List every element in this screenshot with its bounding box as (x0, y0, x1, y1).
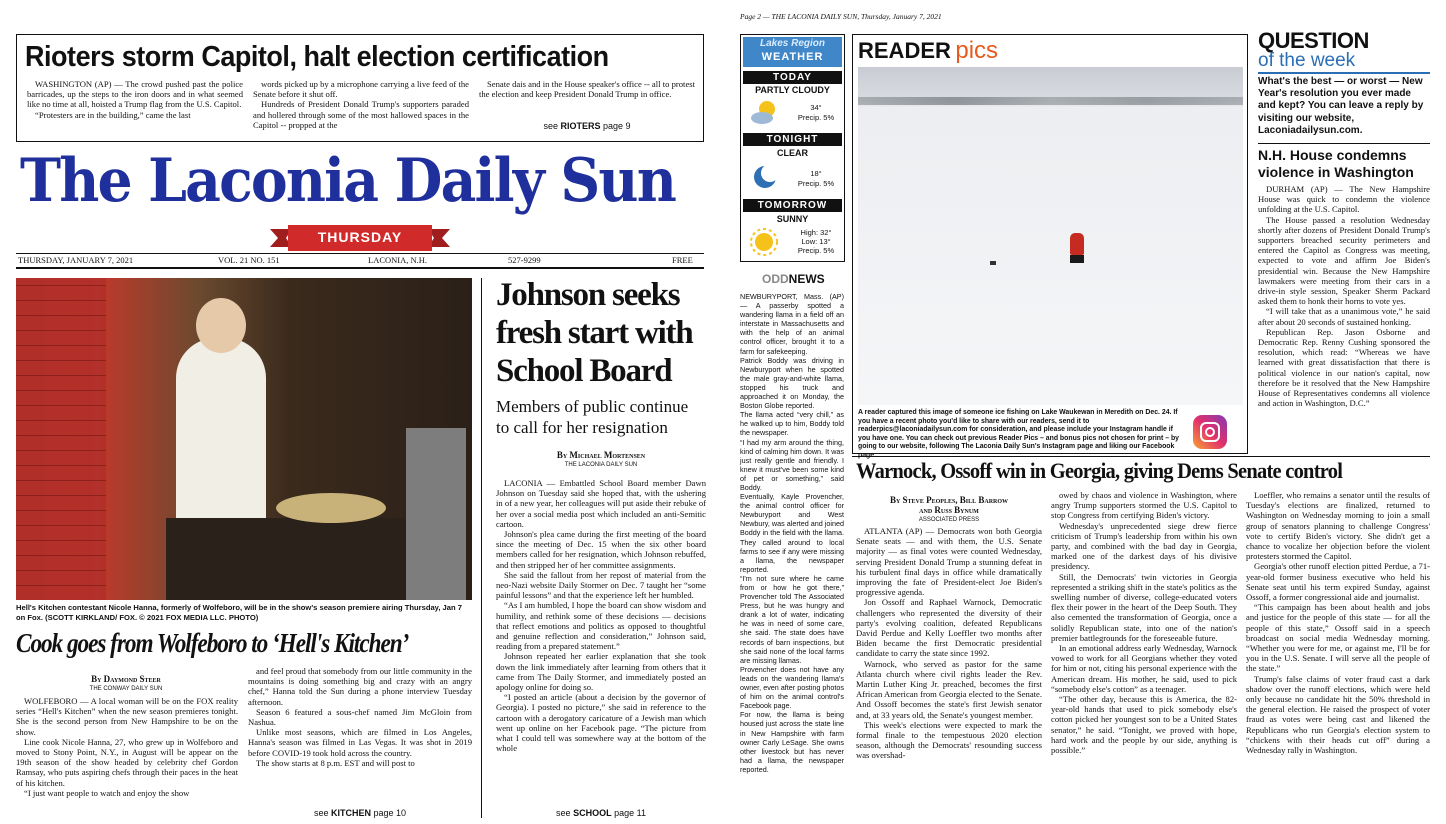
georgia-col3: Loeffler, who remains a senator until the results of Tuesday's elections are finalized, returned to Washington on Wednesday morning to join a small group of senators planning to challenge Congress' vote to certify Biden's victory. She didn't get a chance to vocalize her objection before the violent protesters stormed the Capitol. Georgia's other runoff election pitted Perdue, a 71-year-old former business executive who held his Senate seat until his term expired Sunday, against Ossoff, a former congressional aide and journalist. “This campaign has been about health and jobs and justice for the people of this state — for all the people of this state,” Ossoff said in a speech broadcast on social media Wednesday morning. “Whether you were for me, or against me, I'll be for you in the U.S. Senate. I will serve all the people of the state.” Trump's false claims of voter fraud cast a dark shadow over the runoff elections, which were held only because no candidate hit the 50% threshold in the general election. He raised the prospect of voter fraud as votes were being cast and likened the Republicans who run Georgia's election system to “chickens with their heads cut off” during a Wednesday rally in Washington. (1246, 490, 1430, 756)
weather-tomorrow-precip: Precip. 5% (797, 246, 835, 255)
masthead-title: The Laconia Daily Sun (20, 146, 676, 216)
kitchen-col1: WOLFEBORO — A local woman will be on the FOX reality series “Hell's Kitchen” when the new season premieres tonight. She is the second person from New Hampshire to be on the show. Line cook Nicole Hanna, 27, who grew up in Wolfeboro and moved to Stony Point, N.Y., in August will be appear on the 19th season of the show headed by celebrity chef Gordon Ramsay, who puts aspiring chefs through their paces in the heat of his kitchen. “I just want people to watch and enjoy the show (16, 696, 238, 798)
masthead-day-ribbon: THURSDAY (317, 229, 403, 245)
kitchen-byline: By Daymond Steer (91, 674, 161, 684)
masthead-date: THURSDAY, JANUARY 7, 2021 (18, 255, 134, 265)
school-headline: Johnson seeks fresh start with School Board (496, 277, 693, 389)
masthead-volume: VOL. 21 NO. 151 (218, 255, 280, 265)
weather-tomorrow-low: Low: 13° (801, 237, 831, 246)
weather-tomorrow-label: TOMORROW (743, 199, 842, 212)
question-title: QUESTION (1258, 28, 1369, 53)
georgia-byline-2: and Russ Bynum (919, 505, 979, 515)
masthead-location: LACONIA, N.H. (368, 255, 428, 265)
masthead-rule-bottom (16, 267, 704, 269)
column-divider (481, 278, 482, 818)
kitchen-headline: Cook goes from Wolfeboro to ‘Hell's Kitchen’ (16, 628, 409, 658)
georgia-credit: ASSOCIATED PRESS (918, 517, 980, 523)
georgia-col1: ATLANTA (AP) — Democrats won both Georgia Senate seats — and with them, the U.S. Senate majority — as final votes were counted Wednesday, serving President Donald Trump a stunning defeat in his turbulent final days in office while dramatically improving the fate of President-elect Joe Biden's progressive agenda. Jon Ossoff and Raphael Warnock, Democratic challengers who represented the diversity of their party's evolving coalition, defeated Republicans David Perdue and Kelly Loeffler two months after Biden became the first Democratic presidential candidate to carry the state since 1992. Warnock, who served as pastor for the same Atlanta church where civil rights leader the Rev. Martin Luther King Jr. preached, becomes the first African American from Georgia elected to the Senate. And Ossoff becomes the state's first Jewish senator and, at 33 years old, the Senate's youngest member. This week's elections were expected to mark the formal finale to the tempestuous 2020 election season, although the Democrats' resounding success was overshad- (856, 526, 1042, 761)
reader-pics-caption: A reader captured this image of someone ice fishing on Lake Waukewan in Meredith on Dec. 24. If you have a recent photo you'd like to share with our readers, send it to readerpics@laconiadailysun.com for consideration, and please include your Instagram handle if you have one. You can check out previous Reader Pics – and bonus pics not chosen for print – by going to our website, following The Laconia Daily Sun's Instagram page and liking our Facebook (858, 409, 1179, 451)
question-subtitle: of the week (1258, 50, 1356, 71)
weather-today-precip: Precip. 5% (797, 113, 835, 122)
moon-icon (751, 163, 779, 191)
georgia-headline: Warnock, Ossoff win in Georgia, giving Dems Senate control (856, 458, 1343, 483)
question-rule (1258, 72, 1430, 74)
weather-today-condition: PARTLY CLOUDY (755, 85, 830, 95)
weather-title: Lakes Region WEATHER (743, 37, 842, 67)
masthead-price: FREE (672, 255, 693, 265)
photo-caption: Hell's Kitchen contestant Nicole Hanna, formerly of Wolfeboro, will be in the show's season premiere airing Thursday, Jan 7 on Fox. (SCOTT KIRKLAND/ FOX. © 2021 FOX MEDIA LLC. PHOTO) (16, 603, 462, 622)
school-credit: THE LACONIA DAILY SUN (564, 462, 638, 468)
masthead-rule (16, 253, 704, 254)
georgia-byline-1: By Steve Peoples, Bill Barrow (889, 495, 1009, 505)
hells-kitchen-photo (16, 278, 472, 600)
ice-fisher-figure (1070, 233, 1084, 255)
top-story-headline: Rioters storm Capitol, halt election certification (25, 41, 609, 73)
weather-tonight-label: TONIGHT (743, 133, 842, 146)
see-rioters-link[interactable]: see RIOTERS page 9 (543, 121, 631, 131)
page-folio: Page 2 — THE LACONIA DAILY SUN, Thursday, January 7, 2021 (740, 12, 942, 21)
odd-news-title: ODDNEWS (762, 272, 825, 286)
kitchen-credit: THE CONWAY DAILY SUN (89, 686, 163, 692)
kitchen-col2: and feel proud that somebody from our little community in the mountains is doing something big and crazy with an angry chef,” Hanna told the Sun during a phone interview Tuesday afternoon. Season 6 featured a sous-chef named Jim McGloin from Nashua. Unlike most seasons, which are filmed in Los Angeles, Hanna's season was filmed in Las Vegas. It was shot in 2019 before COVID-19 took hold across the country. The show starts at 8 p.m. EST and will post to (248, 666, 472, 768)
reader-pics-box (852, 34, 1248, 454)
top-story-col1: WASHINGTON (AP) — The crowd pushed past the police barricades, up the steps to the iron doors and in what seemed like no time at all, hoisted a Trump flag from the U.S. Capitol. “Protesters are in the building,” came the last (27, 79, 243, 120)
weather-today-label: TODAY (743, 71, 842, 84)
georgia-col2: owed by chaos and violence in Washington, where angry Trump supporters stormed the U.S. Capitol to stop Congress from certifying Biden's victory. Wednesday's unprecedented siege drew fierce criticism of Trump's leadership from within his own party, and combined with the bad day in Georgia, marked one of the darkest days of his divisive presidency. Still, the Democrats' twin victories in Georgia represented a striking shift in the state's politics as the swelling number of diverse, college-educated voters flex their power in the heart of the Deep South. They also cemented the transformation of Georgia, once a solidly Republican state, into one of the nation's premier battlegrounds for the foreseeable future. In an emotional address early Wednesday, Warnock vowed to work for all Georgians whether they voted for him or not, citing his personal experience with the American dream. His mother, he said, used to pick “somebody else's cotton” as a teenager. “The other day, because this is America, the 82-year-old hands that used to pick somebody else's cotton picked her youngest son to be a United States senator,” he said. “Tonight, we proved with hope, hard work and the people by our side, anything is possible.” (1051, 490, 1237, 756)
reader-pics-title: READER pics (858, 37, 999, 64)
weather-box (740, 34, 845, 262)
nh-house-headline: N.H. House condemns violence in Washington (1258, 147, 1414, 180)
instagram-icon[interactable] (1193, 415, 1227, 449)
georgia-top-rule (852, 456, 1430, 457)
weather-today-temp: 34° (810, 103, 822, 112)
school-byline: By Michael Mortensen (556, 450, 646, 460)
top-story-col3: Senate dais and in the House speaker's office -- all to protest the election and keep President Donald Trump in office. (479, 79, 695, 100)
nh-house-rule (1258, 143, 1430, 144)
question-text: What's the best — or worst — New Year's resolution you ever made and kept? You can leave a reply by visiting our website, Laconiadailysun.com. (1258, 76, 1424, 136)
ice-fishing-photo (858, 67, 1243, 405)
sun-icon (749, 227, 779, 257)
nh-house-body: DURHAM (AP) — The New Hampshire House was quick to condemn the violence unfolding at the U.S. Capitol. The House passed a resolution Wednesday shortly after dozens of President Donald Trump's supporters breached security perimeters and entered the Capitol as Congress was meeting, expected to vote and affirm Joe Biden's presidential win. Because the New Hampshire lawmakers were meeting from their cars in a drive-in style session, Speaker Sherm Packard asked them to honk their horns to vote yes. “I will take that as a unanimous vote,” he said after about 20 seconds of sustained honking. Republican Rep. Jason Osborne and Democratic Rep. Renny Cushing sponsored the resolution, which read: “Whereas we have learned with great dissatisfaction that there is political violence in our nation's capital, now therefore be it resolved that the New Hampshire House of Representatives condemns all violence and action in Washington, D.C.” (1258, 184, 1430, 409)
school-body: LACONIA — Embattled School Board member Dawn Johnson on Tuesday said she hoped that, with the ushering in of a new year, her colleagues will put aside their rebuke of her over a social media post which included an anti-Semitic cartoon. Johnson's plea came during the first meeting of the board since the meeting of Dec. 15 when the six other board members called for her resignation, which Johnson rebuffed, and then stripped her of her committee assignments. She said the fallout from her repost of material from the neo-Nazi website Daily Stormer on Dec. 7 taught her “some painful lessons” and that the experience left her humbled. “As I am humbled, I hope the board can show wisdom and humility, and rethink some of these decisions — decisions that reflect emotions and politics as opposed to thoughtful and genuine reflection and consideration,” Johnson said, reading from a prepared statement.” Johnson repeated her earlier explanation that she took down the link immediately after learning from others that it came from The Daily Stormer, and immediately posted an apology online for doing so. “I posted an article (about a decision by the governor of Georgia). I posted no picture,” she said in reference to the cartoon with a derogatory caricature of a Jewish man which went up online on her Facebook page. “The picture from what I could tell was somewhere way at the bottom of the whole (496, 478, 706, 754)
see-school-link[interactable]: see SCHOOL page 11 (556, 808, 646, 818)
top-story-col2: words picked up by a microphone carrying a live feed of the Senate before it shut off. Hundreds of President Donald Trump's supporters paraded and hollered through some of the most hallowed spaces in the Capitol -- propped at the (253, 79, 469, 130)
school-deck: Members of public continue to call for her resignation (496, 397, 689, 437)
top-story-box (16, 34, 704, 142)
partly-cloudy-icon (749, 98, 779, 128)
weather-tonight-condition: CLEAR (777, 148, 808, 158)
weather-tomorrow-high: High: 32° (800, 228, 832, 237)
weather-tonight-temp: 18° (810, 169, 822, 178)
masthead-dateline (16, 255, 704, 267)
see-kitchen-link[interactable]: see KITCHEN page 10 (313, 808, 407, 818)
masthead-phone: 527-9299 (508, 255, 541, 265)
odd-news-body: NEWBURYPORT, Mass. (AP) — A passerby spotted a wandering llama in a field off an interstate in Massachusetts and with the help of an animal control officer, brought it to a farm for safekeeping. Patrick Boddy was driving in Newburyport when he spotted the male gray-and-white llama, stopped his truck and approached it on Monday, the Boston Globe reported. The llama acted “very chill,” as he walked up to him, Boddy told the newspaper. “I had my arm around the thing, kind of calming him down. It was just really gentle and friendly. I knew it must've been some kind of pet or something,” said Boddy. Eventually, Kayle Provencher, the animal control officer for Newburyport and West Newbury, was alerted and joined Boddy in the field with the llama. They called around to local farms to see if any were missing a llama, the newspaper reported. “I'm not sure where he came from or how he got there,” Provencher told The Associated Press, but he was hungry and drank a lot of water, indicating he was in need of some care, she said. The state does have records of barn inspections, but she said none of the local farms are missing llamas. Provencher does not have any leads on the wandering llama's owner, even after posting photos of him on the animal control's Facebook page. For now, the llama is being housed just across the state line in New Hampshire with farm owner Carly LeSage. She owns other livestock but has never had a llama, the newspaper reported. (740, 292, 844, 774)
weather-tonight-precip: Precip. 5% (797, 179, 835, 188)
weather-tomorrow-condition: SUNNY (776, 214, 809, 224)
